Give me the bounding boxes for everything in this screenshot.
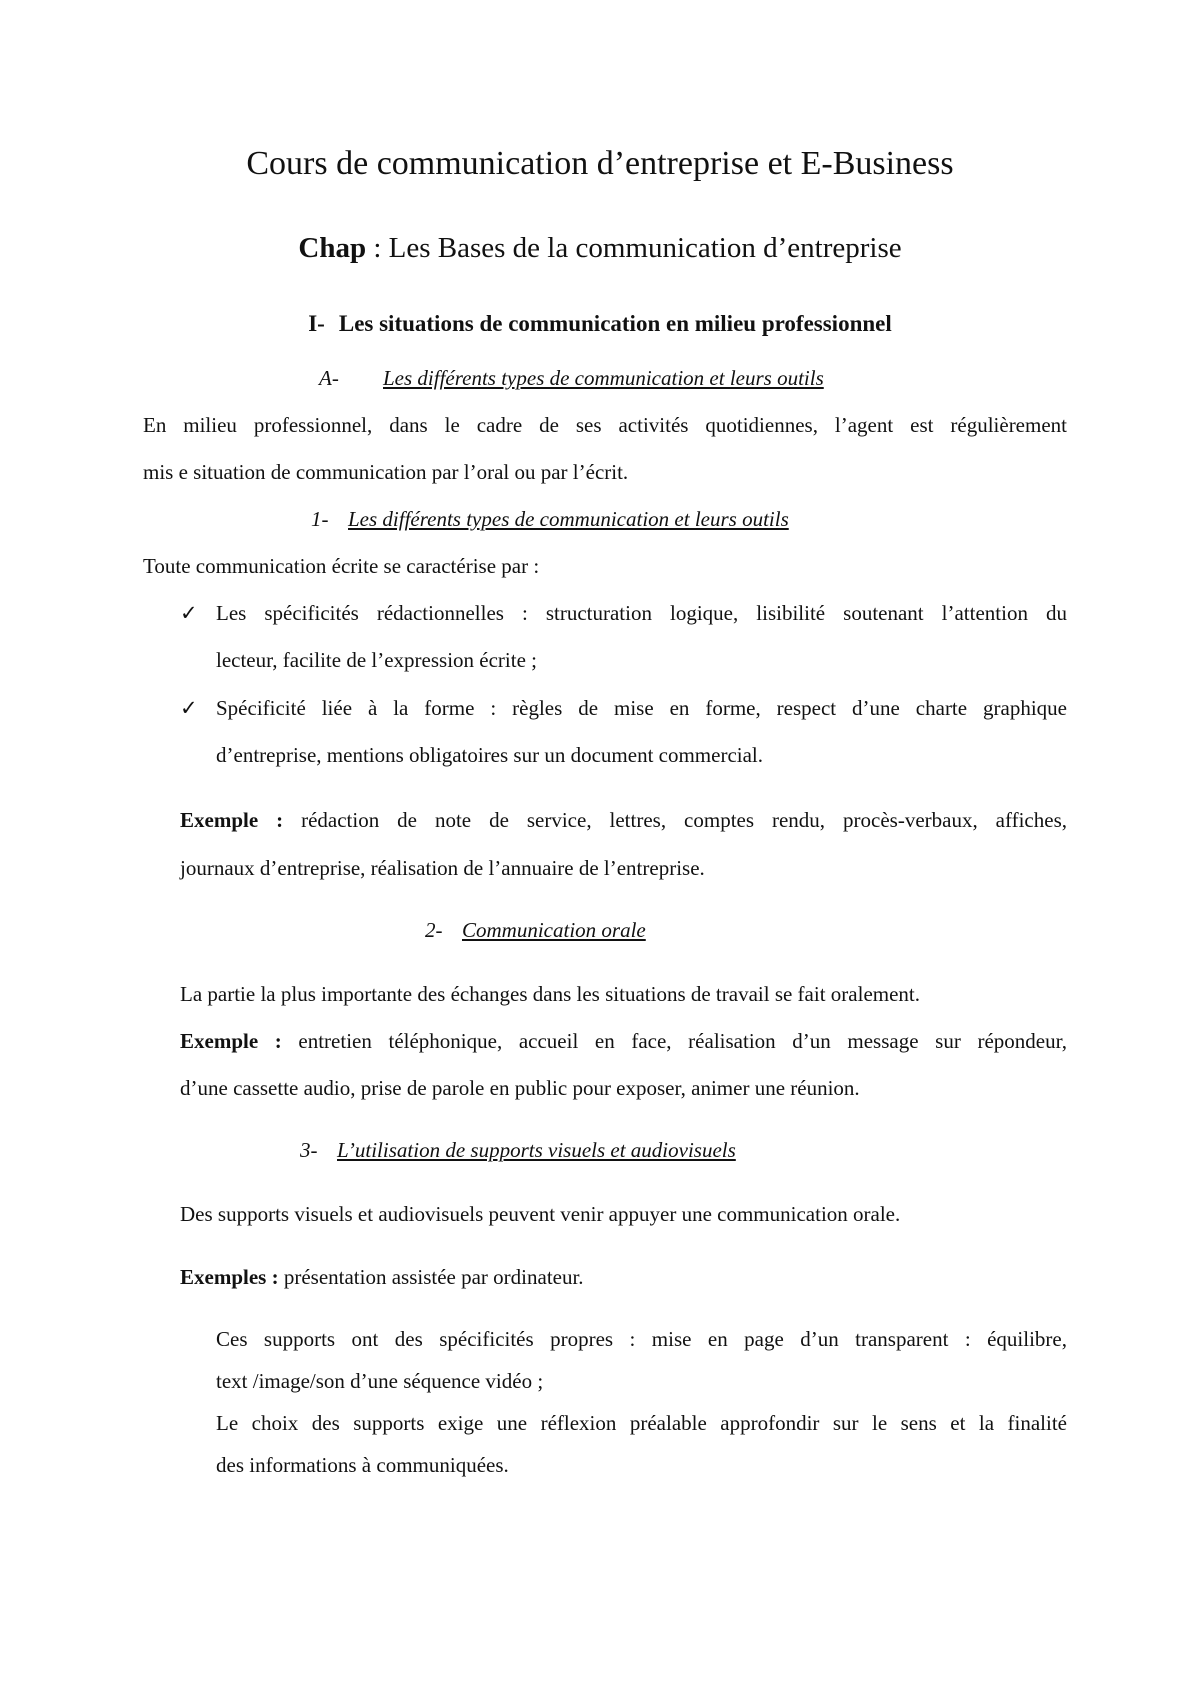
item1-title: Les différents types de communication et leurs outils [348,507,789,531]
item2-heading [425,918,646,943]
item2-number: 2- [425,918,443,942]
bullet-2-line-1: Spécificité liée à la forme : règles de mise en forme, respect d’une charte graphique [216,696,1067,720]
item3-example-text: présentation assistée par ordinateur. [278,1265,584,1289]
chapter-label: Chap [298,232,367,264]
subsection-a-number: A- [319,366,339,390]
item3-note-1-line-1: Ces supports ont des spécificités propres : mise en page d’un transparent : équilibre, [216,1327,1067,1351]
section-heading [0,311,1200,337]
item3-note-2-line-2: des informations à communiquées. [216,1453,509,1477]
chapter-title: : Les Bases de la communication d’entreprise [366,232,902,264]
subsection-a-title: Les différents types de communication et leurs outils [383,366,824,390]
item1-example-text: rédaction de note de service, lettres, comptes rendu, procès-verbaux, affiches, [283,808,1067,832]
item3-example-line [180,1265,584,1290]
intro-line-2: mis e situation de communication par l’oral ou par l’écrit. [143,460,629,484]
item1-example-line-2: journaux d’entreprise, réalisation de l’annuaire de l’entreprise. [180,856,705,880]
subsection-a-heading [319,366,824,391]
chapter-heading [0,232,1200,265]
item3-note-2-line-1: Le choix des supports exige une réflexion préalable approfondir sur le sens et la finalité [216,1411,1067,1435]
item2-example-label: Exemple : [180,1029,282,1053]
check-mark-icon: ✓ [180,601,198,625]
item1-lead: Toute communication écrite se caractérise par : [143,554,540,578]
bullet-2-line-2: d’entreprise, mentions obligatoires sur un document commercial. [216,743,764,767]
item1-example-line-1 [180,808,1067,833]
item1-example-label: Exemple : [180,808,284,832]
item2-title: Communication orale [462,918,646,942]
item3-heading [300,1138,736,1163]
item3-text: Des supports visuels et audiovisuels peuvent venir appuyer une communication orale. [180,1202,901,1226]
section-number: I- [308,311,325,336]
item3-note-1-line-2: text /image/son d’une séquence vidéo ; [216,1369,544,1393]
item2-example-text: entretien téléphonique, accueil en face, réalisation d’un message sur répondeur, [281,1029,1067,1053]
item2-text: La partie la plus importante des échanges dans les situations de travail se fait oralement. [180,982,921,1006]
check-mark-icon: ✓ [180,696,198,720]
section-title: Les situations de communication en milieu professionnel [338,311,892,336]
item2-example-line-1 [180,1029,1067,1054]
item1-heading [311,507,789,532]
document-title: Cours de communication d’entreprise et E-Business [246,145,954,182]
item2-example-line-2: d’une cassette audio, prise de parole en public pour exposer, animer une réunion. [180,1076,860,1100]
intro-line-1: En milieu professionnel, dans le cadre de ses activités quotidiennes, l’agent est régulièrement [143,413,1067,437]
item3-example-label: Exemples : [180,1265,279,1289]
bullet-1-line-1: Les spécificités rédactionnelles : structuration logique, lisibilité soutenant l’attention du [216,601,1067,625]
item3-title: L’utilisation de supports visuels et audiovisuels [337,1138,736,1162]
item3-number: 3- [300,1138,318,1162]
item1-number: 1- [311,507,329,531]
bullet-1-line-2: lecteur, facilite de l’expression écrite ; [216,648,537,672]
